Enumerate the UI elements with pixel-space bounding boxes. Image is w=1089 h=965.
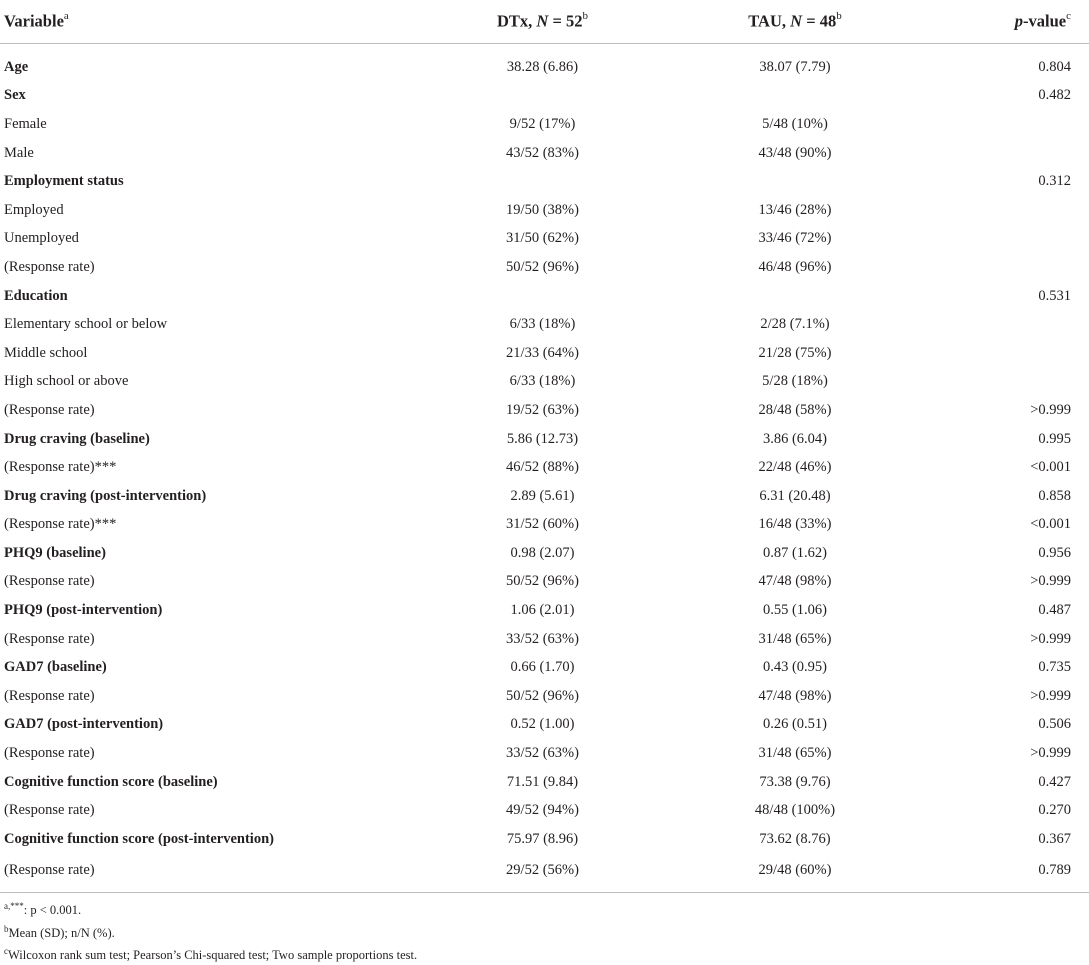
row-dtx-value: 49/52 (94%) bbox=[506, 802, 579, 819]
row-variable: (Response rate) bbox=[4, 630, 95, 647]
table-row bbox=[0, 225, 1089, 254]
row-tau-value: 21/28 (75%) bbox=[758, 344, 832, 361]
row-tau-value: 46/48 (96%) bbox=[758, 258, 832, 275]
row-dtx-value: 19/50 (38%) bbox=[506, 201, 579, 218]
row-p-value: >0.999 bbox=[1030, 745, 1071, 762]
table-row bbox=[0, 739, 1089, 768]
row-dtx-value: 0.66 (1.70) bbox=[510, 659, 575, 676]
row-dtx-value bbox=[425, 282, 640, 311]
row-variable: GAD7 (post-intervention) bbox=[4, 716, 164, 733]
table-row bbox=[0, 854, 1089, 893]
row-variable: (Response rate) bbox=[4, 687, 95, 704]
row-tau-value: 2/28 (7.1%) bbox=[760, 316, 830, 333]
row-dtx-value bbox=[425, 167, 640, 196]
row-tau-value: 43/48 (90%) bbox=[758, 144, 832, 161]
row-p-value bbox=[905, 196, 1089, 225]
table-row bbox=[0, 682, 1089, 711]
table-row bbox=[0, 596, 1089, 625]
row-dtx-value: 75.97 (8.96) bbox=[506, 830, 579, 847]
row-variable: Elementary school or below bbox=[4, 316, 168, 333]
header-tau: TAU, $N = 48^b$ bbox=[640, 0, 905, 44]
row-p-value bbox=[905, 110, 1089, 139]
row-p-value: 0.487 bbox=[1038, 602, 1071, 619]
row-p-value bbox=[905, 339, 1089, 368]
table-header bbox=[0, 0, 1089, 44]
row-p-value: >0.999 bbox=[1030, 630, 1071, 647]
row-tau-value bbox=[640, 82, 905, 111]
table-row bbox=[0, 768, 1089, 797]
row-dtx-value: 50/52 (96%) bbox=[506, 573, 579, 590]
table-row bbox=[0, 482, 1089, 511]
row-dtx-value: 31/50 (62%) bbox=[506, 230, 579, 247]
table-row bbox=[0, 110, 1089, 139]
row-variable: (Response rate)*** bbox=[4, 459, 117, 476]
row-variable: Employed bbox=[4, 201, 64, 218]
row-p-value bbox=[905, 253, 1089, 282]
row-variable: (Response rate)*** bbox=[4, 516, 117, 533]
row-tau-value: 0.43 (0.95) bbox=[762, 659, 828, 676]
row-tau-value: 3.86 (6.04) bbox=[762, 430, 828, 447]
row-variable: Age bbox=[4, 58, 29, 75]
row-dtx-value: 2.89 (5.61) bbox=[510, 487, 575, 504]
row-p-value: 0.427 bbox=[1038, 773, 1071, 790]
header-dtx: DTx, $N = 52^b$ bbox=[425, 0, 640, 44]
row-variable: Drug craving (post-intervention) bbox=[4, 487, 207, 504]
row-p-value: 0.858 bbox=[1038, 487, 1071, 504]
row-tau-value: 48/48 (100%) bbox=[754, 802, 836, 819]
row-variable: PHQ9 (baseline) bbox=[4, 544, 106, 561]
table-row bbox=[0, 425, 1089, 454]
row-tau-value: 5/48 (10%) bbox=[762, 115, 828, 132]
row-p-value: 0.270 bbox=[1038, 802, 1071, 819]
table-row bbox=[0, 453, 1089, 482]
row-p-value: 0.506 bbox=[1038, 716, 1071, 733]
row-dtx-value: 33/52 (63%) bbox=[506, 745, 579, 762]
table-row bbox=[0, 139, 1089, 168]
row-dtx-value: 21/33 (64%) bbox=[506, 344, 579, 361]
row-p-value: 0.482 bbox=[1038, 87, 1071, 104]
row-tau-value: 16/48 (33%) bbox=[758, 516, 832, 533]
row-p-value bbox=[905, 139, 1089, 168]
table-row bbox=[0, 167, 1089, 196]
row-p-value: 0.804 bbox=[1038, 58, 1071, 75]
row-dtx-value bbox=[425, 82, 640, 111]
row-tau-value: 22/48 (46%) bbox=[758, 459, 832, 476]
row-tau-value: 5/28 (18%) bbox=[762, 373, 828, 390]
row-variable: PHQ9 (post-intervention) bbox=[4, 602, 163, 619]
row-tau-value: 13/46 (28%) bbox=[758, 201, 832, 218]
row-p-value bbox=[905, 310, 1089, 339]
table-row bbox=[0, 368, 1089, 397]
table-row bbox=[0, 625, 1089, 654]
row-variable: Male bbox=[4, 144, 34, 161]
row-dtx-value: 6/33 (18%) bbox=[509, 316, 576, 333]
table-row bbox=[0, 653, 1089, 682]
row-tau-value bbox=[640, 282, 905, 311]
row-variable: Drug craving (baseline) bbox=[4, 430, 150, 447]
row-variable: (Response rate) bbox=[4, 401, 95, 418]
footnote: $^b$Mean (SD); n/N (%). bbox=[4, 923, 115, 940]
row-dtx-value: 1.06 (2.01) bbox=[510, 602, 575, 619]
row-dtx-value: 43/52 (83%) bbox=[506, 144, 579, 161]
row-p-value: >0.999 bbox=[1030, 401, 1071, 418]
row-dtx-value: 46/52 (88%) bbox=[506, 459, 579, 476]
row-tau-value: 73.62 (8.76) bbox=[759, 830, 831, 847]
row-variable: (Response rate) bbox=[4, 573, 95, 590]
row-p-value: 0.735 bbox=[1038, 659, 1071, 676]
table-row bbox=[0, 44, 1089, 82]
row-tau-value: 38.07 (7.79) bbox=[759, 58, 831, 75]
table-row bbox=[0, 396, 1089, 425]
table-footnotes bbox=[4, 897, 417, 965]
row-p-value: 0.956 bbox=[1038, 544, 1071, 561]
row-dtx-value: 0.98 (2.07) bbox=[510, 544, 575, 561]
row-dtx-value: 38.28 (6.86) bbox=[506, 58, 579, 75]
table-row bbox=[0, 825, 1089, 854]
row-dtx-value: 50/52 (96%) bbox=[506, 687, 579, 704]
row-p-value bbox=[905, 225, 1089, 254]
row-dtx-value: 0.52 (1.00) bbox=[510, 716, 575, 733]
row-p-value: 0.312 bbox=[1038, 173, 1071, 190]
row-p-value: 0.367 bbox=[1038, 830, 1071, 847]
row-tau-value: 0.26 (0.51) bbox=[762, 716, 828, 733]
header-p-value: p-value$^c$ bbox=[905, 0, 1089, 44]
table-row bbox=[0, 568, 1089, 597]
row-variable: (Response rate) bbox=[4, 258, 95, 275]
row-p-value: <0.001 bbox=[1030, 459, 1071, 476]
row-variable: Middle school bbox=[4, 344, 88, 361]
row-tau-value: 31/48 (65%) bbox=[758, 745, 832, 762]
row-dtx-value: 50/52 (96%) bbox=[506, 258, 579, 275]
row-tau-value bbox=[640, 167, 905, 196]
row-variable: (Response rate) bbox=[4, 745, 95, 762]
footnote: $^c$Wilcoxon rank sum test; Pearson’s Chi-squared test; Two sample proportions test. bbox=[4, 946, 418, 963]
row-variable: (Response rate) bbox=[0, 854, 425, 893]
row-variable: Unemployed bbox=[4, 230, 79, 247]
table-row bbox=[0, 539, 1089, 568]
row-p-value: >0.999 bbox=[1030, 573, 1071, 590]
header-variable: Variable$^a$ bbox=[0, 0, 425, 44]
row-p-value: <0.001 bbox=[1030, 516, 1071, 533]
table-row bbox=[0, 711, 1089, 740]
row-p-value: 0.995 bbox=[1038, 430, 1071, 447]
row-dtx-value: 6/33 (18%) bbox=[509, 373, 576, 390]
row-tau-value: 33/46 (72%) bbox=[758, 230, 832, 247]
row-tau-value: 28/48 (58%) bbox=[758, 401, 832, 418]
table-row bbox=[0, 196, 1089, 225]
row-variable: Education bbox=[4, 287, 68, 304]
row-p-value: 0.789 bbox=[905, 854, 1089, 893]
row-dtx-value: 19/52 (63%) bbox=[506, 401, 579, 418]
row-dtx-value: 5.86 (12.73) bbox=[506, 430, 579, 447]
row-tau-value: 6.31 (20.48) bbox=[759, 487, 831, 504]
row-tau-value: 73.38 (9.76) bbox=[759, 773, 831, 790]
row-variable: (Response rate) bbox=[4, 802, 95, 819]
row-p-value: >0.999 bbox=[1030, 687, 1071, 704]
row-tau-value: 47/48 (98%) bbox=[758, 573, 832, 590]
row-p-value: 0.531 bbox=[1038, 287, 1071, 304]
row-variable: Sex bbox=[4, 87, 26, 104]
row-tau-value: 0.55 (1.06) bbox=[762, 602, 828, 619]
table-row bbox=[0, 310, 1089, 339]
table-row bbox=[0, 339, 1089, 368]
row-dtx-value: 71.51 (9.84) bbox=[506, 773, 579, 790]
table-row bbox=[0, 796, 1089, 825]
table-row bbox=[0, 511, 1089, 540]
row-tau-value: 47/48 (98%) bbox=[758, 687, 832, 704]
row-p-value bbox=[905, 368, 1089, 397]
table-body bbox=[0, 44, 1089, 893]
row-tau-value: 31/48 (65%) bbox=[758, 630, 832, 647]
row-tau-value: 29/48 (60%) bbox=[640, 854, 905, 893]
row-dtx-value: 9/52 (17%) bbox=[509, 115, 576, 132]
table-row bbox=[0, 82, 1089, 111]
row-variable: Employment status bbox=[4, 173, 124, 190]
row-variable: Cognitive function score (baseline) bbox=[4, 773, 218, 790]
row-variable: Female bbox=[4, 115, 47, 132]
row-dtx-value: 33/52 (63%) bbox=[506, 630, 579, 647]
table-row bbox=[0, 253, 1089, 282]
table-row bbox=[0, 282, 1089, 311]
row-dtx-value: 29/52 (56%) bbox=[425, 854, 640, 893]
row-variable: GAD7 (baseline) bbox=[4, 659, 107, 676]
row-dtx-value: 31/52 (60%) bbox=[506, 516, 579, 533]
row-tau-value: 0.87 (1.62) bbox=[762, 544, 828, 561]
row-variable: High school or above bbox=[4, 373, 129, 390]
footnote: $^{a,***}$: p < 0.001. bbox=[4, 901, 82, 918]
row-variable: Cognitive function score (post-intervention) bbox=[4, 830, 274, 847]
